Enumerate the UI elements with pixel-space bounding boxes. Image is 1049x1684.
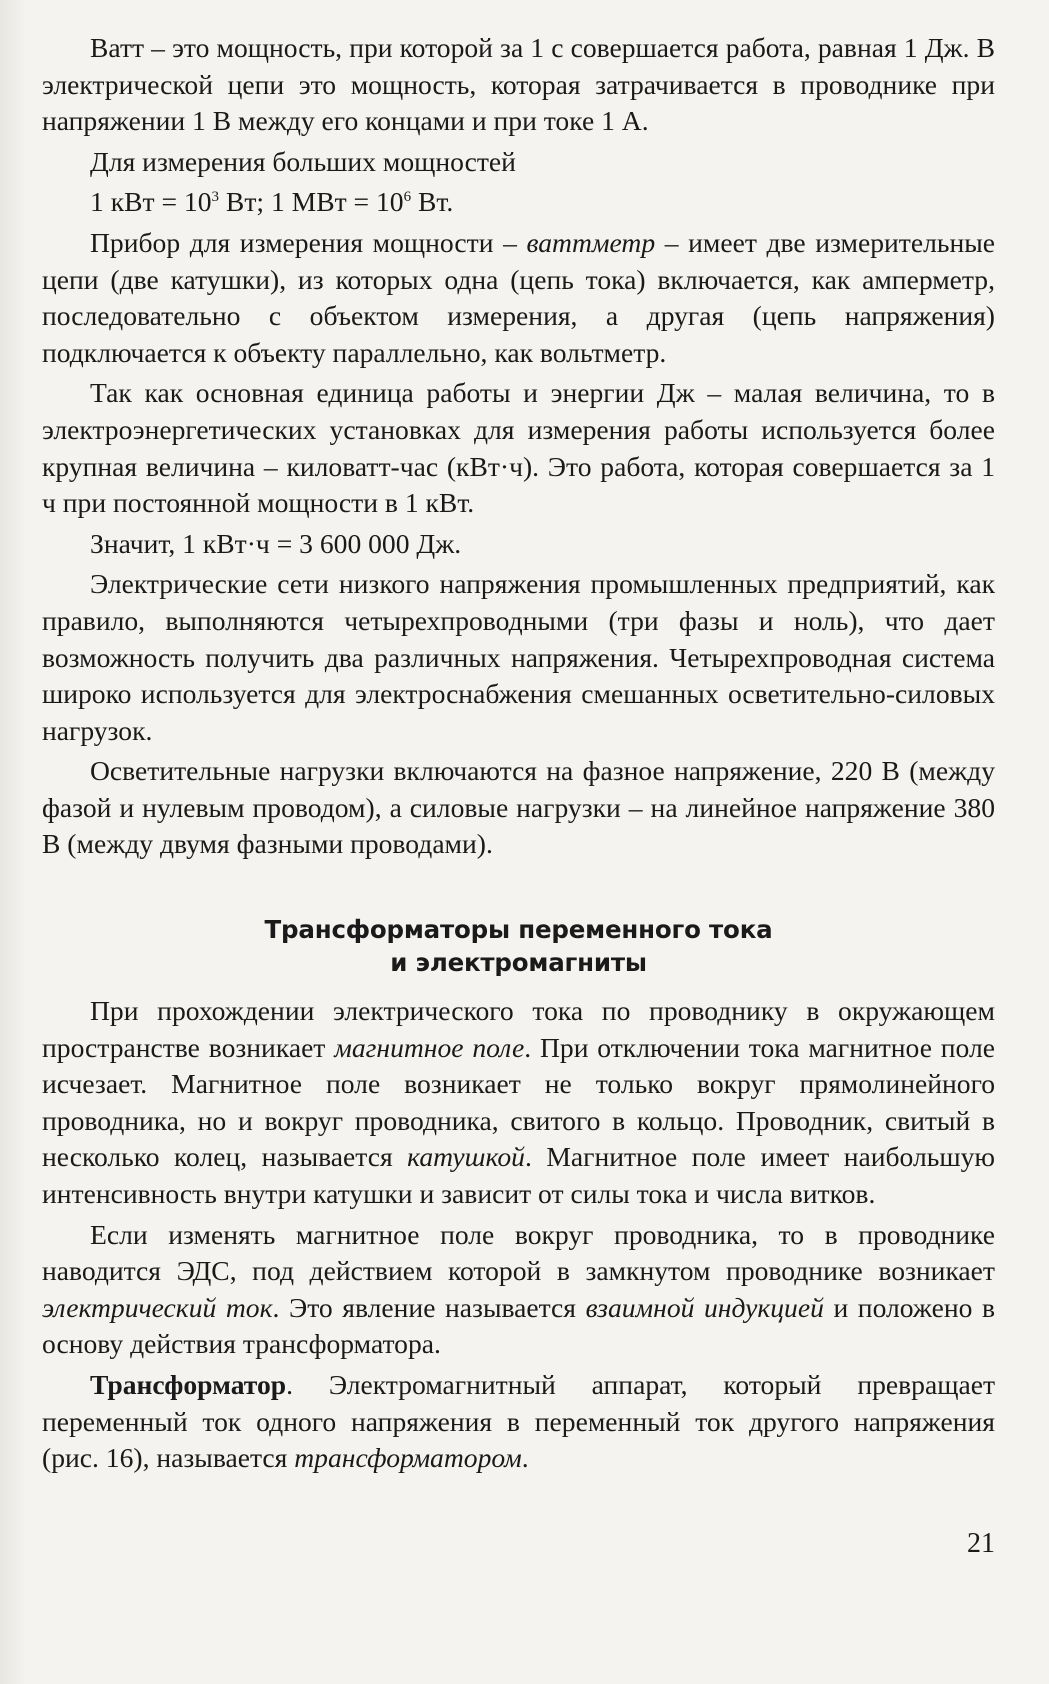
induction-text-a: Если изменять магнитное поле вокруг проводника, то в проводнике наводится ЭДС, под действием которой в замкнутом проводнике возникает — [42, 1218, 995, 1287]
paragraph-kwh-value: Значит, 1 кВт·ч = 3 600 000 Дж. — [90, 527, 462, 559]
paragraph-lighting-loads: Осветительные нагрузки включаются на фазное напряжение, 220 В (между фазой и нулевым проводом), а силовые нагрузки – на линейное напряжение 380 В (между двумя фазными проводами). — [42, 755, 995, 860]
paragraph-wattmeter — [42, 225, 995, 371]
section-heading — [42, 913, 995, 979]
magnetic-text-c: . Магнитное поле имеет наибольшую интенсивность внутри катушки и зависит от силы тока и числа витков. — [42, 1141, 995, 1210]
units-exponent-2: 6 — [403, 189, 412, 206]
magnetic-text-a: При прохождении электрического тока по проводнику в окружающем пространстве возникает — [42, 995, 995, 1063]
paragraph-large-power: Для измерения больших мощностей — [90, 145, 516, 177]
paragraph-watt-definition: Ватт – это мощность, при которой за 1 с совершается работа, равная 1 Дж. В электрической цепи это мощность, которая затрачивается в проводнике при напряжении 1 В между его концами и при токе 1 А. — [42, 32, 995, 137]
wattmeter-text-a: Прибор для измерения мощности – — [90, 226, 527, 258]
transformer-text-a: . Электромагнитный аппарат, который превращает переменный ток одного напряжения в переменный ток другого напряжения (рис. 16), называется — [42, 1369, 995, 1474]
term-electric-current: электрический ток — [42, 1291, 273, 1323]
paragraph-units — [42, 184, 995, 221]
body-text — [42, 30, 995, 1477]
induction-text-b: . Это явление называется — [272, 1291, 586, 1323]
paragraph-magnetic-field — [42, 993, 995, 1213]
term-mutual-induction: взаимной индукцией — [585, 1291, 824, 1323]
units-part-b: Вт; 1 МВт = 10 — [219, 186, 404, 218]
term-coil: катушкой — [407, 1141, 525, 1173]
transformer-text-b: . — [521, 1442, 529, 1474]
paragraph-transformer — [42, 1367, 995, 1477]
paragraph-low-voltage-networks: Электрические сети низкого напряжения промышленных предприятий, как правило, выполняются четырехпроводными (три фазы и ноль), что дает возможность получить два различных напряжения. Четырехпроводная система широко используется для электроснабжения смешанных осветительно-силовых нагрузок. — [42, 568, 995, 746]
paragraph-mutual-induction — [42, 1217, 995, 1363]
units-exponent-1: 3 — [211, 189, 220, 206]
paragraph-kilowatt-hour: Так как основная единица работы и энергии Дж – малая величина, то в электроэнергетических установках для измерения работы используется более крупная величина – киловатт-час (кВт·ч). Это работа, которая совершается за 1 ч при постоянной мощности в 1 кВт. — [42, 377, 995, 519]
wattmeter-text-b: – имеет две измерительные цепи (две катушки), из которых одна (цепь тока) включается, как амперметр, последовательно с объектом измерения, а другая (цепь напряжения) подключается к объекту параллельно, как вольтметр. — [42, 226, 995, 368]
page-number: 21 — [967, 1528, 995, 1559]
units-part-c: Вт. — [411, 186, 454, 218]
term-wattmeter: ваттметр — [526, 226, 656, 258]
term-magnetic-field: магнитное поле — [334, 1031, 525, 1063]
induction-text-c: и положено в основу действия трансформатора. — [42, 1291, 996, 1360]
magnetic-text-b: . При отключении тока магнитное поле исчезает. Магнитное поле возникает не только вокруг прямолинейного проводника, но и вокруг проводника, свитого в кольцо. Проводник, свитый в несколько колец, называется — [42, 1031, 995, 1173]
term-transformer: трансформатором — [294, 1442, 522, 1474]
units-part-a: 1 кВт = 10 — [90, 186, 212, 218]
term-transformer-bold: Трансформатор — [90, 1369, 287, 1400]
heading-line-1: Трансформаторы переменного тока — [264, 915, 773, 945]
heading-line-2: и электромагниты — [390, 948, 647, 978]
